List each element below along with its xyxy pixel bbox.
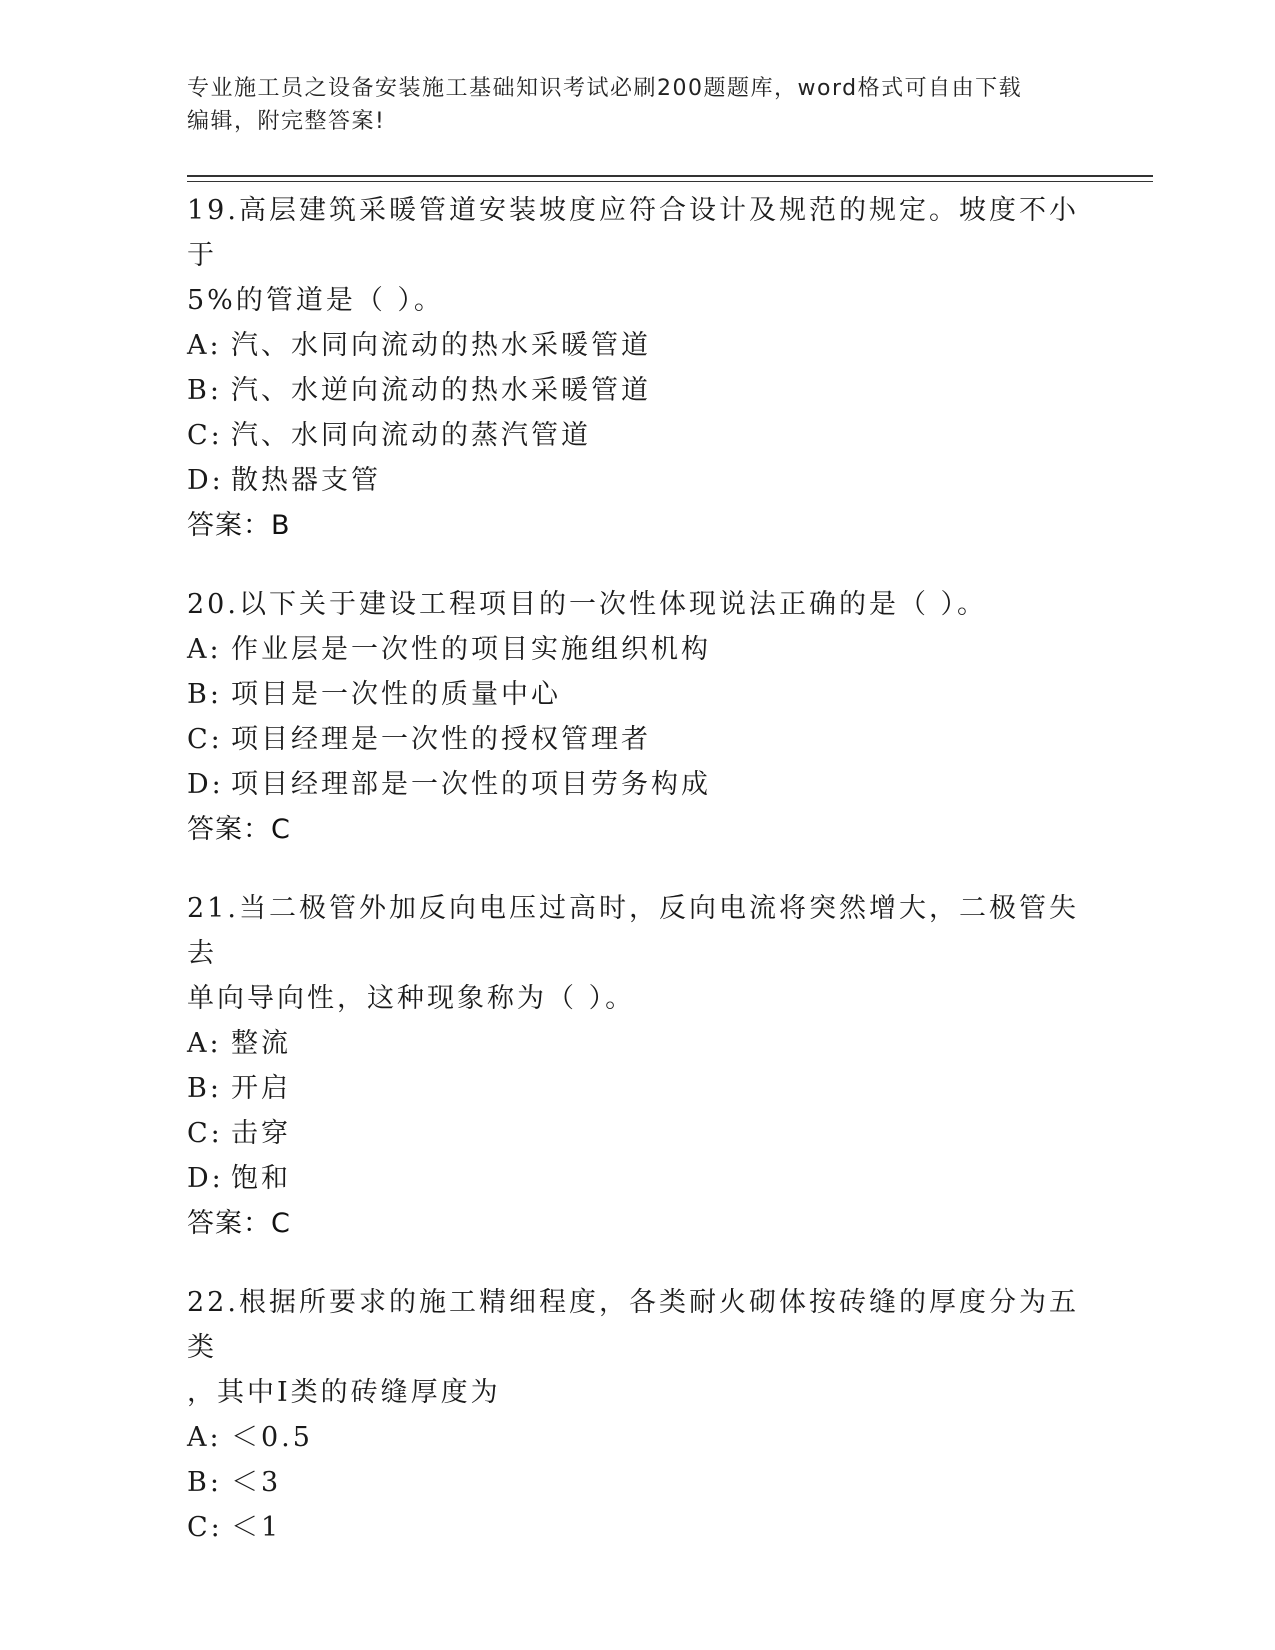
question-stem-line-1: 22.根据所要求的施工精细程度，各类耐火砌体按砖缝的厚度分为五类 (187, 1287, 1079, 1363)
option-letter: A: (187, 330, 222, 361)
document-header (187, 72, 1067, 138)
option-b (187, 368, 1087, 413)
option-b (187, 1066, 1087, 1111)
answer-label: 答案：C (187, 1208, 291, 1239)
answer-label: 答案：B (187, 510, 291, 541)
question-stem-line-2: ，其中Ⅰ类的砖缝厚度为 (187, 1377, 501, 1408)
option-letter: A: (187, 634, 222, 665)
option-b (187, 1460, 1087, 1505)
question-19 (187, 188, 1087, 548)
header-line-1: 专业施工员之设备安装施工基础知识考试必刷200题题库，word格式可自由下载 (187, 76, 1023, 101)
option-text: 汽、水同向流动的蒸汽管道 (231, 420, 591, 451)
option-letter: C: (187, 1118, 223, 1149)
question-list (187, 188, 1087, 1584)
option-text: 汽、水同向流动的热水采暖管道 (231, 330, 651, 361)
answer-label: 答案：C (187, 814, 291, 845)
option-letter: B: (187, 1073, 222, 1104)
option-text: ＜0.5 (231, 1422, 313, 1453)
question-21 (187, 886, 1087, 1246)
option-text: 项目经理部是一次性的项目劳务构成 (231, 769, 711, 800)
header-divider-thick (187, 175, 1153, 177)
option-c (187, 1111, 1087, 1156)
option-letter: C: (187, 1512, 223, 1543)
header-divider-thin (187, 181, 1153, 182)
option-text: ＜1 (231, 1512, 282, 1543)
option-letter: D: (187, 769, 224, 800)
header-line-2: 编辑，附完整答案! (187, 109, 386, 134)
option-c (187, 413, 1087, 458)
option-text: 击穿 (231, 1118, 291, 1149)
option-letter: C: (187, 724, 223, 755)
option-letter: B: (187, 1467, 222, 1498)
question-stem-line-2: 5%的管道是（ ）。 (187, 285, 444, 316)
option-text: 作业层是一次性的项目实施组织机构 (231, 634, 711, 665)
question-stem (187, 582, 1087, 627)
question-stem-line-1: 21.当二极管外加反向电压过高时，反向电流将突然增大，二极管失去 (187, 893, 1079, 969)
option-text: 开启 (231, 1073, 291, 1104)
option-a (187, 1415, 1087, 1460)
question-20 (187, 582, 1087, 852)
question-stem (187, 188, 1087, 323)
option-letter: A: (187, 1422, 222, 1453)
option-a (187, 627, 1087, 672)
option-letter: D: (187, 465, 224, 496)
question-stem (187, 886, 1087, 1021)
option-letter: A: (187, 1028, 222, 1059)
option-text: ＜3 (231, 1467, 282, 1498)
option-letter: D: (187, 1163, 224, 1194)
option-text: 饱和 (231, 1163, 291, 1194)
option-a (187, 1021, 1087, 1066)
option-text: 散热器支管 (231, 465, 381, 496)
option-text: 汽、水逆向流动的热水采暖管道 (231, 375, 651, 406)
option-c (187, 717, 1087, 762)
question-22 (187, 1280, 1087, 1550)
option-letter: B: (187, 679, 222, 710)
question-stem-line-1: 20.以下关于建设工程项目的一次性体现说法正确的是（ ）。 (187, 589, 988, 620)
option-b (187, 672, 1087, 717)
option-d (187, 1156, 1087, 1201)
option-text: 项目经理是一次性的授权管理者 (231, 724, 651, 755)
option-letter: B: (187, 375, 222, 406)
option-a (187, 323, 1087, 368)
question-stem (187, 1280, 1087, 1415)
option-d (187, 762, 1087, 807)
option-text: 项目是一次性的质量中心 (231, 679, 561, 710)
option-letter: C: (187, 420, 223, 451)
option-d (187, 458, 1087, 503)
question-stem-line-2: 单向导向性，这种现象称为（ ）。 (187, 983, 636, 1014)
question-stem-line-1: 19.高层建筑采暖管道安装坡度应符合设计及规范的规定。坡度不小于 (187, 195, 1079, 271)
option-text: 整流 (231, 1028, 291, 1059)
option-c (187, 1505, 1087, 1550)
